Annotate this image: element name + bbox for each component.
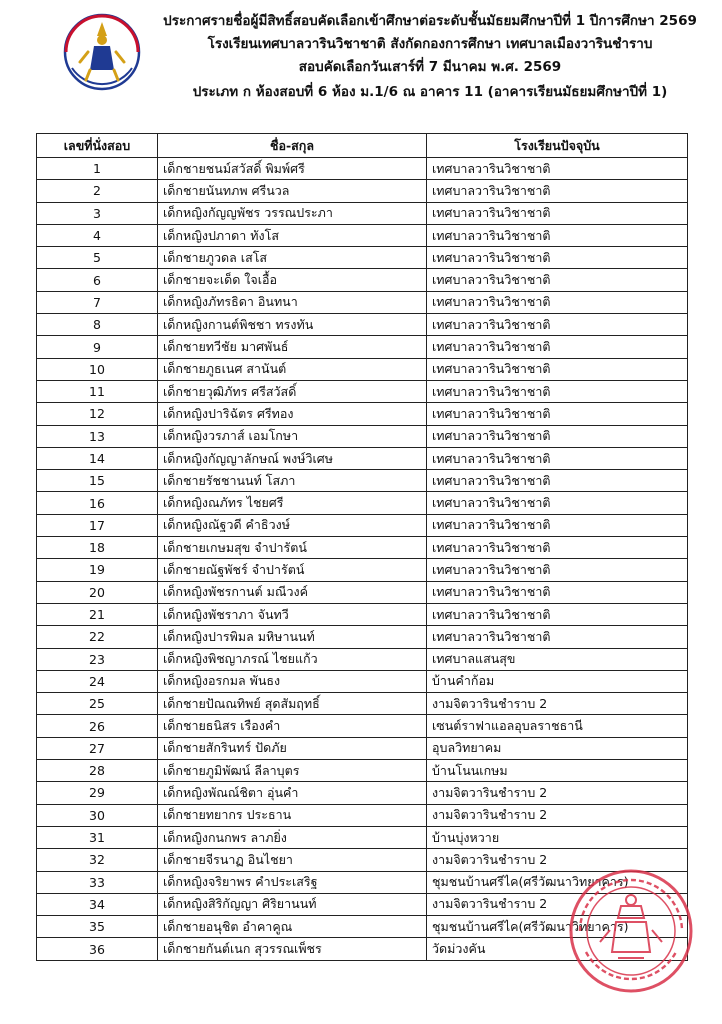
seat-number-cell: 14 xyxy=(37,447,158,469)
seat-number-cell: 30 xyxy=(37,804,158,826)
table-row xyxy=(37,648,688,670)
current-school-cell: เทศบาลแสนสุข xyxy=(427,648,688,670)
current-school-cell: บ้านโนนเกษม xyxy=(427,760,688,782)
school-emblem-logo xyxy=(60,12,144,92)
table-row xyxy=(37,380,688,402)
table-row xyxy=(37,760,688,782)
table-row xyxy=(37,782,688,804)
full-name-cell: เด็กชายนันทภพ ศรีนวล xyxy=(158,180,427,202)
table-row xyxy=(37,492,688,514)
seat-number-cell: 36 xyxy=(37,938,158,960)
seat-number-cell: 21 xyxy=(37,603,158,625)
emblem-icon xyxy=(60,12,144,92)
seat-number-cell: 35 xyxy=(37,916,158,938)
seat-number-cell: 17 xyxy=(37,514,158,536)
header-seat-number: เลขที่นั่งสอบ xyxy=(37,134,158,158)
current-school-cell: งามจิตวารินชำราบ 2 xyxy=(427,693,688,715)
seat-number-cell: 32 xyxy=(37,849,158,871)
seat-number-cell: 1 xyxy=(37,158,158,180)
current-school-cell: ชุมชนบ้านศรีไค(ศรีวัฒนาวิทยาคาร) xyxy=(427,871,688,893)
seat-number-cell: 19 xyxy=(37,559,158,581)
current-school-cell: เทศบาลวารินวิชาชาติ xyxy=(427,269,688,291)
full-name-cell: เด็กหญิงภัทรธิดา อินทนา xyxy=(158,291,427,313)
table-row xyxy=(37,849,688,871)
table-row xyxy=(37,358,688,380)
full-name-cell: เด็กหญิงกานต์พิชชา ทรงทัน xyxy=(158,314,427,336)
current-school-cell: งามจิตวารินชำราบ 2 xyxy=(427,893,688,915)
current-school-cell: งามจิตวารินชำราบ 2 xyxy=(427,849,688,871)
seat-number-cell: 11 xyxy=(37,380,158,402)
table-row xyxy=(37,715,688,737)
header-full-name: ชื่อ-สกุล xyxy=(158,134,427,158)
full-name-cell: เด็กชายทวีชัย มาศพันธ์ xyxy=(158,336,427,358)
full-name-cell: เด็กหญิงณัฐวดี คำธิวงษ์ xyxy=(158,514,427,536)
announcement-title: ประกาศรายชื่อผู้มีสิทธิ์สอบคัดเลือกเข้าศึกษาต่อระดับชั้นมัธยมศึกษาปีที่ 1 ปีการศึกษา 2569 xyxy=(163,13,697,29)
current-school-cell: เทศบาลวารินวิชาชาติ xyxy=(427,358,688,380)
full-name-cell: เด็กหญิงกนกพร ลาภยิ่ง xyxy=(158,826,427,848)
seat-number-cell: 12 xyxy=(37,403,158,425)
current-school-cell: เทศบาลวารินวิชาชาติ xyxy=(427,425,688,447)
full-name-cell: เด็กชายเกษมสุข จำปารัตน์ xyxy=(158,537,427,559)
full-name-cell: เด็กชายภูธเนศ สานันต์ xyxy=(158,358,427,380)
table-row xyxy=(37,603,688,625)
full-name-cell: เด็กหญิงพัชรกานต์ มณีวงค์ xyxy=(158,581,427,603)
current-school-cell: เทศบาลวารินวิชาชาติ xyxy=(427,314,688,336)
full-name-cell: เด็กชายธนิสร เรืองคำ xyxy=(158,715,427,737)
current-school-cell: เซนต์ราฟาแอลอุบลราชธานี xyxy=(427,715,688,737)
full-name-cell: เด็กหญิงพัชราภา จันทวี xyxy=(158,603,427,625)
seat-number-cell: 20 xyxy=(37,581,158,603)
full-name-cell: เด็กชายวุฒิภัทร ศรีสวัสดิ์ xyxy=(158,380,427,402)
table-row xyxy=(37,314,688,336)
seat-number-cell: 26 xyxy=(37,715,158,737)
seat-number-cell: 10 xyxy=(37,358,158,380)
full-name-cell: เด็กหญิงอรกมล พันธง xyxy=(158,670,427,692)
current-school-cell: เทศบาลวารินวิชาชาติ xyxy=(427,492,688,514)
seat-number-cell: 31 xyxy=(37,826,158,848)
current-school-cell: วัดม่วงคัน xyxy=(427,938,688,960)
seat-number-cell: 25 xyxy=(37,693,158,715)
seat-number-cell: 24 xyxy=(37,670,158,692)
seat-number-cell: 18 xyxy=(37,537,158,559)
current-school-cell: บ้านบุ่งหวาย xyxy=(427,826,688,848)
document-header xyxy=(150,10,710,104)
table-row xyxy=(37,269,688,291)
current-school-cell: เทศบาลวารินวิชาชาติ xyxy=(427,626,688,648)
table-row xyxy=(37,938,688,960)
full-name-cell: เด็กหญิงปาริฉัตร ศรีทอง xyxy=(158,403,427,425)
seat-number-cell: 2 xyxy=(37,180,158,202)
full-name-cell: เด็กหญิงวรภาส์ เอมโกษา xyxy=(158,425,427,447)
current-school-cell: เทศบาลวารินวิชาชาติ xyxy=(427,470,688,492)
full-name-cell: เด็กหญิงปภาดา ทังโส xyxy=(158,224,427,246)
full-name-cell: เด็กหญิงสิริกัญญา ศิริยานนท์ xyxy=(158,893,427,915)
current-school-cell: บ้านคำก้อม xyxy=(427,670,688,692)
full-name-cell: เด็กชายปัณณทิพย์ สุดสัมฤทธิ์ xyxy=(158,693,427,715)
table-row xyxy=(37,626,688,648)
candidate-roster-table xyxy=(36,133,688,961)
header-current-school: โรงเรียนปัจจุบัน xyxy=(427,134,688,158)
current-school-cell: อุบลวิทยาคม xyxy=(427,737,688,759)
table-row xyxy=(37,893,688,915)
current-school-cell: ชุมชนบ้านศรีไค(ศรีวัฒนาวิทยาคาร) xyxy=(427,916,688,938)
seat-number-cell: 16 xyxy=(37,492,158,514)
full-name-cell: เด็กชายณัฐพัชร์ จำปารัตน์ xyxy=(158,559,427,581)
table-row xyxy=(37,559,688,581)
current-school-cell: เทศบาลวารินวิชาชาติ xyxy=(427,380,688,402)
table-row xyxy=(37,291,688,313)
table-row xyxy=(37,403,688,425)
current-school-cell: เทศบาลวารินวิชาชาติ xyxy=(427,291,688,313)
full-name-cell: เด็กชายจะเด็ด ใจเอื้อ xyxy=(158,269,427,291)
current-school-cell: เทศบาลวารินวิชาชาติ xyxy=(427,202,688,224)
full-name-cell: เด็กชายจีรนาฏ อินไชยา xyxy=(158,849,427,871)
full-name-cell: เด็กชายภูวดล เสโส xyxy=(158,247,427,269)
full-name-cell: เด็กหญิงณภัทร ไชยศรี xyxy=(158,492,427,514)
table-row xyxy=(37,581,688,603)
full-name-cell: เด็กชายอนุชิต อำคาคูณ xyxy=(158,916,427,938)
table-row xyxy=(37,470,688,492)
current-school-cell: เทศบาลวารินวิชาชาติ xyxy=(427,537,688,559)
current-school-cell: เทศบาลวารินวิชาชาติ xyxy=(427,336,688,358)
seat-number-cell: 27 xyxy=(37,737,158,759)
full-name-cell: เด็กชายทยากร ประธาน xyxy=(158,804,427,826)
full-name-cell: เด็กหญิงพิชญาภรณ์ ไชยแก้ว xyxy=(158,648,427,670)
table-row xyxy=(37,202,688,224)
seat-number-cell: 4 xyxy=(37,224,158,246)
full-name-cell: เด็กชายภูมิพัฒน์ ลีลาบุตร xyxy=(158,760,427,782)
full-name-cell: เด็กชายรัชชานนท์ โสภา xyxy=(158,470,427,492)
full-name-cell: เด็กชายชนม์สวัสดิ์ พิมพ์ศรี xyxy=(158,158,427,180)
full-name-cell: เด็กหญิงจริยาพร คำประเสริฐ xyxy=(158,871,427,893)
seat-number-cell: 5 xyxy=(37,247,158,269)
current-school-cell: เทศบาลวารินวิชาชาติ xyxy=(427,514,688,536)
table-row xyxy=(37,871,688,893)
seat-number-cell: 8 xyxy=(37,314,158,336)
table-body xyxy=(37,158,688,961)
seat-number-cell: 9 xyxy=(37,336,158,358)
table-row xyxy=(37,537,688,559)
full-name-cell: เด็กหญิงกัญญาลักษณ์ พงษ์วิเศษ xyxy=(158,447,427,469)
table-row xyxy=(37,336,688,358)
full-name-cell: เด็กหญิงพัณณ์ชิตา อุ่นคำ xyxy=(158,782,427,804)
seat-number-cell: 23 xyxy=(37,648,158,670)
current-school-cell: เทศบาลวารินวิชาชาติ xyxy=(427,603,688,625)
table-row xyxy=(37,804,688,826)
school-affiliation: โรงเรียนเทศบาลวารินวิชาชาติ สังกัดกองการศึกษา เทศบาลเมืองวารินชำราบ xyxy=(207,36,653,52)
table-row xyxy=(37,180,688,202)
seat-number-cell: 29 xyxy=(37,782,158,804)
full-name-cell: เด็กหญิงกัญญพัชร วรรณประภา xyxy=(158,202,427,224)
current-school-cell: เทศบาลวารินวิชาชาติ xyxy=(427,559,688,581)
table-row xyxy=(37,224,688,246)
full-name-cell: เด็กหญิงปารพิมล มหิษานนท์ xyxy=(158,626,427,648)
current-school-cell: เทศบาลวารินวิชาชาติ xyxy=(427,581,688,603)
table-row xyxy=(37,826,688,848)
seat-number-cell: 3 xyxy=(37,202,158,224)
current-school-cell: เทศบาลวารินวิชาชาติ xyxy=(427,180,688,202)
current-school-cell: งามจิตวารินชำราบ 2 xyxy=(427,782,688,804)
current-school-cell: งามจิตวารินชำราบ 2 xyxy=(427,804,688,826)
full-name-cell: เด็กชายกันต์เนก สุวรรณเพ็ชร xyxy=(158,938,427,960)
seat-number-cell: 7 xyxy=(37,291,158,313)
seat-number-cell: 13 xyxy=(37,425,158,447)
exam-room-info: ประเภท ก ห้องสอบที่ 6 ห้อง ม.1/6 ณ อาคาร 11 (อาคารเรียนมัธยมศึกษาปีที่ 1) xyxy=(192,84,668,100)
exam-date: สอบคัดเลือกวันเสาร์ที่ 7 มีนาคม พ.ศ. 2569 xyxy=(298,59,562,75)
seat-number-cell: 33 xyxy=(37,871,158,893)
table-row xyxy=(37,425,688,447)
current-school-cell: เทศบาลวารินวิชาชาติ xyxy=(427,224,688,246)
table-row xyxy=(37,737,688,759)
seat-number-cell: 15 xyxy=(37,470,158,492)
table-row xyxy=(37,514,688,536)
table-row xyxy=(37,693,688,715)
table-row xyxy=(37,247,688,269)
table-row xyxy=(37,916,688,938)
current-school-cell: เทศบาลวารินวิชาชาติ xyxy=(427,447,688,469)
table-row xyxy=(37,670,688,692)
current-school-cell: เทศบาลวารินวิชาชาติ xyxy=(427,158,688,180)
seat-number-cell: 6 xyxy=(37,269,158,291)
table-row xyxy=(37,158,688,180)
table-header-row xyxy=(37,134,688,158)
full-name-cell: เด็กชายสักรินทร์ ปัดภัย xyxy=(158,737,427,759)
current-school-cell: เทศบาลวารินวิชาชาติ xyxy=(427,247,688,269)
current-school-cell: เทศบาลวารินวิชาชาติ xyxy=(427,403,688,425)
seat-number-cell: 34 xyxy=(37,893,158,915)
seat-number-cell: 28 xyxy=(37,760,158,782)
seat-number-cell: 22 xyxy=(37,626,158,648)
table-row xyxy=(37,447,688,469)
